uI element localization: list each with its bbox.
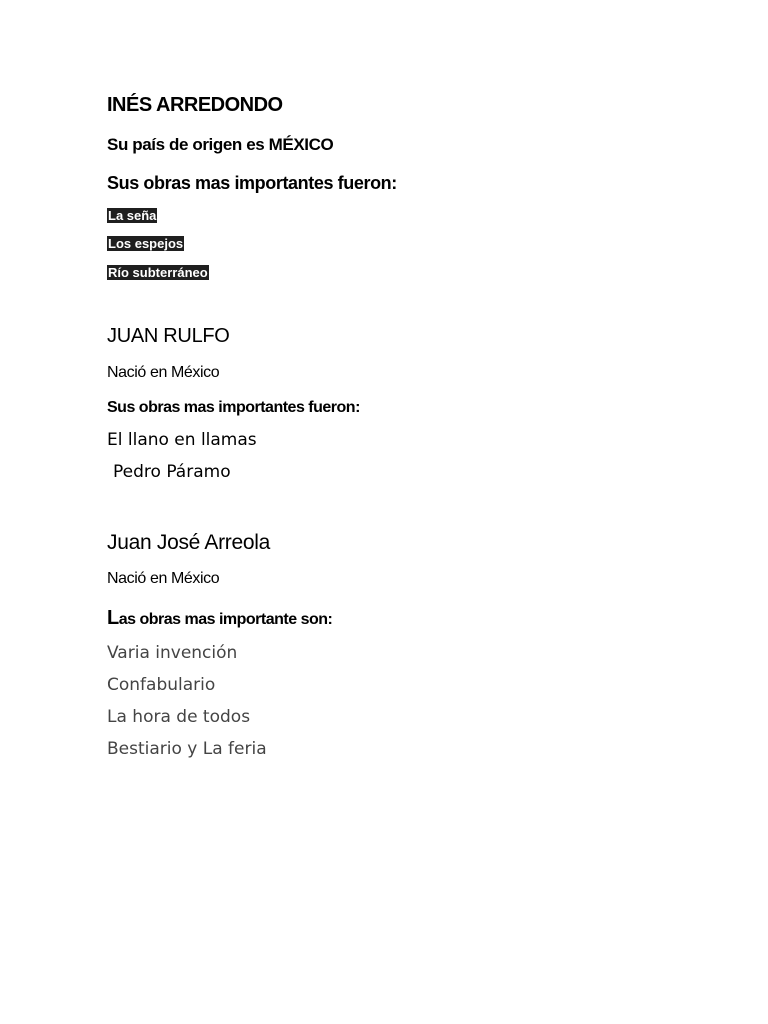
works-heading xyxy=(107,607,332,630)
work-title: La seña xyxy=(108,208,157,223)
work-item xyxy=(107,235,184,253)
work-title: Bestiario y La feria xyxy=(107,739,267,759)
work-title: El llano en llamas xyxy=(107,430,257,450)
author-name: Juan José Arreola xyxy=(107,531,271,554)
author-name: INÉS ARREDONDO xyxy=(107,94,283,116)
works-heading-rest: as obras mas importante son: xyxy=(118,611,333,628)
works-heading-initial: L xyxy=(107,607,119,629)
author-origin: Nació en México xyxy=(107,570,220,587)
work-title: Confabulario xyxy=(107,675,216,695)
work-title: La hora de todos xyxy=(107,707,251,727)
work-title: Varia invención xyxy=(107,643,238,663)
author-name: JUAN RULFO xyxy=(107,325,230,347)
author-origin: Su país de origen es MÉXICO xyxy=(107,135,334,154)
work-title: Los espejos xyxy=(108,236,184,251)
work-item xyxy=(107,264,209,282)
works-heading: Sus obras mas importantes fueron: xyxy=(107,399,360,416)
work-item xyxy=(107,207,157,225)
works-heading: Sus obras mas importantes fueron: xyxy=(107,173,397,193)
work-title: Río subterráneo xyxy=(108,265,208,280)
work-title: Pedro Páramo xyxy=(113,462,231,482)
author-origin: Nació en México xyxy=(107,364,220,381)
